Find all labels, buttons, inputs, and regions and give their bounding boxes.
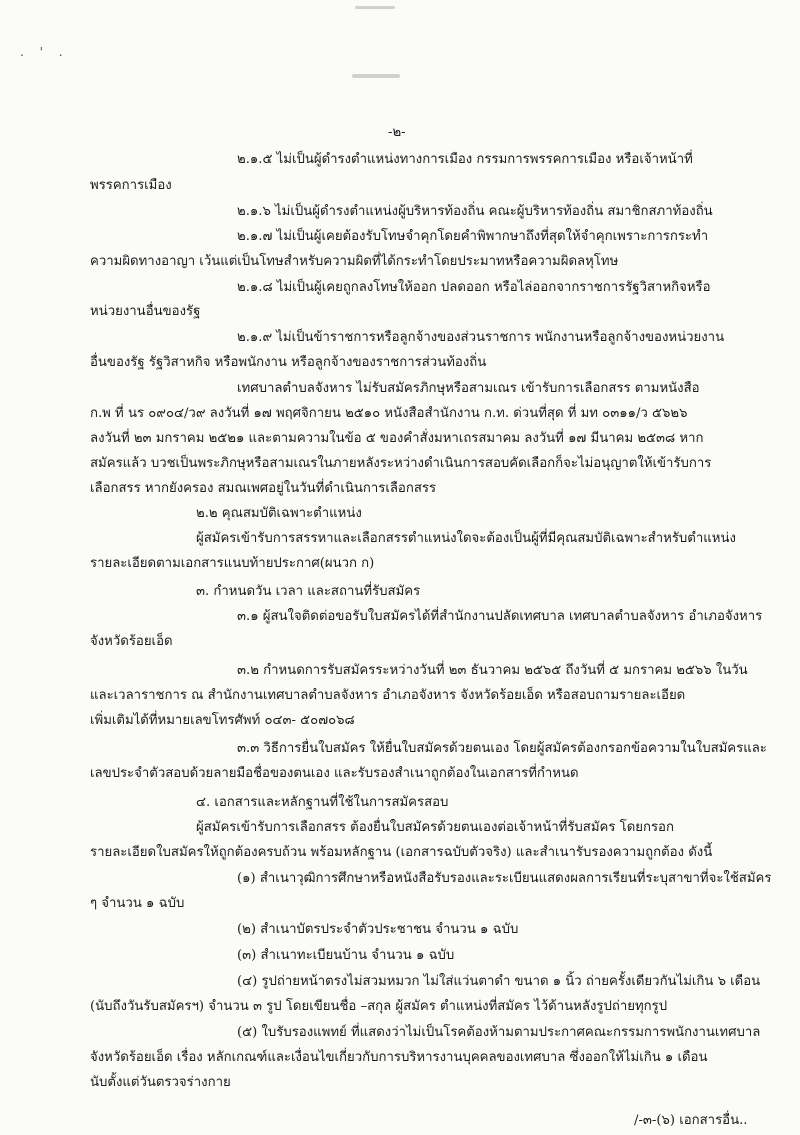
line: เพิ่มเติมได้ที่หมายเลขโทรศัพท์ ๐๔๓- ๕๐๗๐๖๘ <box>90 713 355 728</box>
section-heading: ๔. เอกสารและหลักฐานที่ใช้ในการสมัครสอบ <box>196 795 449 810</box>
line: อื่นของรัฐ รัฐวิสาหกิจ หรือพนักงาน หรือลูกจ้างของราชการส่วนท้องถิ่น <box>90 355 487 370</box>
list-item: (๑) สำเนาวุฒิการศึกษาหรือหนังสือรับรองและระเบียนแสดงผลการเรียนที่ระบุสาขาที่จะใช้สมัคร <box>237 871 772 886</box>
line: เทศบาลตำบลจังหาร ไม่รับสมัครภิกษุหรือสามเณร เข้ารับการเลือกสรร ตามหนังสือ <box>237 381 700 396</box>
list-item: (๕) ใบรับรองแพทย์ ที่แสดงว่าไม่เป็นโรคต้องห้ามตามประกาศคณะกรรมการพนักงานเทศบาล <box>237 1025 761 1040</box>
line: ผู้สมัครเข้ารับการเลือกสรร ต้องยื่นใบสมัครด้วยตนเองต่อเจ้าหน้าที่รับสมัคร โดยกรอก <box>196 820 674 835</box>
line: พรรคการเมือง <box>90 178 172 193</box>
line: ๒.๑.๘ ไม่เป็นผู้เคยถูกลงโทษให้ออก ปลดออก หรือไล่ออกจากราชการรัฐวิสาหกิจหรือ <box>237 280 711 295</box>
line: เลขประจำตัวสอบด้วยลายมือชื่อของตนเอง และรับรองสำเนาถูกต้องในเอกสารที่กำหนด <box>90 766 579 781</box>
line: จังหวัดร้อยเอ็ด <box>90 634 173 649</box>
list-item: (๓) สำเนาทะเบียนบ้าน จำนวน ๑ ฉบับ <box>237 948 455 963</box>
section-heading: ๒.๒ คุณสมบัติเฉพาะตำแหน่ง <box>196 506 362 521</box>
line: สมัครแล้ว บวชเป็นพระภิกษุหรือสามเณรในภายหลังระหว่างดำเนินการสอบคัดเลือกก็จะไม่อนุญาตให้เข้ารับการ <box>90 456 712 471</box>
line: ๒.๑.๙ ไม่เป็นข้าราชการหรือลูกจ้างของส่วนราชการ พนักงานหรือลูกจ้างของหน่วยงาน <box>237 330 725 345</box>
page-number: -๒- <box>388 125 406 140</box>
line: รายละเอียดใบสมัครให้ถูกต้องครบถ้วน พร้อมหลักฐาน (เอกสารฉบับตัวจริง) และสำเนารับรองความถูกต้อง ดังนี้ <box>90 845 713 860</box>
list-item: (๔) รูปถ่ายหน้าตรงไม่สวมหมวก ไม่ใส่แว่นตาดำ ขนาด ๑ นิ้ว ถ่ายครั้งเดียวกันไม่เกิน ๖ เดือน <box>237 974 761 989</box>
line: หน่วยงานอื่นของรัฐ <box>90 304 201 319</box>
scan-dots: . ' . <box>20 45 69 59</box>
scan-artifact-top <box>355 6 395 9</box>
continuation-footer: /-๓-(๖) เอกสารอื่น.. <box>634 1113 748 1128</box>
line: ๒.๑.๖ ไม่เป็นผู้ดำรงตำแหน่งผู้บริหารท้องถิ่น คณะผู้บริหารท้องถิ่น สมาชิกสภาท้องถิ่น <box>237 204 713 219</box>
line: และเวลาราชการ ณ สำนักงานเทศบาลตำบลจังหาร อำเภอจังหาร จังหวัดร้อยเอ็ด หรือสอบถามรายละเอียด <box>90 688 686 703</box>
line: ลงวันที่ ๒๓ มกราคม ๒๕๒๑ และตามความในข้อ ๕ ของคำสั่งมหาเถรสมาคม ลงวันที่ ๑๗ มีนาคม ๒๕๓๘ หาก <box>90 431 704 446</box>
line: ๒.๑.๗ ไม่เป็นผู้เคยต้องรับโทษจำคุกโดยคำพิพากษาถึงที่สุดให้จำคุกเพราะการกระทำ <box>237 229 709 244</box>
line: นับตั้งแต่วันตรวจร่างกาย <box>90 1075 231 1090</box>
scan-artifact-stamp <box>352 74 400 78</box>
line: ๓.๒ กำหนดการรับสมัครระหว่างวันที่ ๒๓ ธันวาคม ๒๕๖๕ ถึงวันที่ ๕ มกราคม ๒๕๖๖ ในวัน <box>237 663 748 678</box>
line: (นับถึงวันรับสมัครฯ) จำนวน ๓ รูป โดยเขียนชื่อ –สกุล ผู้สมัคร ตำแหน่งที่สมัคร ไว้ด้านหลังรูปถ่ายทุกรูป <box>90 999 668 1014</box>
line: ก.พ ที่ นร ๐๙๐๔/ว๙ ลงวันที่ ๑๗ พฤศจิกายน ๒๕๑๐ หนังสือสำนักงาน ก.ท. ด่วนที่สุด ที่ มท ๐๓๑๑/ว ๕๖๒๖ <box>90 406 688 421</box>
line: ความผิดทางอาญา เว้นแต่เป็นโทษสำหรับความผิดที่ได้กระทำโดยประมาทหรือความผิดลหุโทษ <box>90 254 619 269</box>
line: ผู้สมัครเข้ารับการสรรหาและเลือกสรรตำแหน่งใดจะต้องเป็นผู้ที่มีคุณสมบัติเฉพาะสำหรับตำแหน่ง <box>196 531 736 546</box>
list-item: (๒) สำเนาบัตรประจำตัวประชาชน จำนวน ๑ ฉบับ <box>237 922 519 937</box>
line: ๆ จำนวน ๑ ฉบับ <box>90 896 185 911</box>
line: ๓.๑ ผู้สนใจติดต่อขอรับใบสมัครได้ที่สำนักงานปลัดเทศบาล เทศบาลตำบลจังหาร อำเภอจังหาร <box>237 609 763 624</box>
line: เลือกสรร หากยังครอง สมณเพศอยู่ในวันที่ดำเนินการเลือกสรร <box>90 481 437 496</box>
line: ๓.๓ วิธีการยื่นใบสมัคร ให้ยื่นใบสมัครด้วยตนเอง โดยผู้สมัครต้องกรอกข้อความในใบสมัครและ <box>237 741 767 756</box>
line: ๒.๑.๕ ไม่เป็นผู้ดำรงตำแหน่งทางการเมือง กรรมการพรรคการเมือง หรือเจ้าหน้าที่ <box>237 152 693 167</box>
line: จังหวัดร้อยเอ็ด เรื่อง หลักเกณฑ์และเงื่อนไขเกี่ยวกับการบริหารงานบุคคลของเทศบาล ซึ่งออกให้ไม่เกิน ๑ เดือน <box>90 1050 708 1065</box>
line: รายละเอียดตามเอกสารแนบท้ายประกาศ(ผนวก ก) <box>90 556 375 571</box>
section-heading: ๓. กำหนดวัน เวลา และสถานที่รับสมัคร <box>196 584 421 599</box>
